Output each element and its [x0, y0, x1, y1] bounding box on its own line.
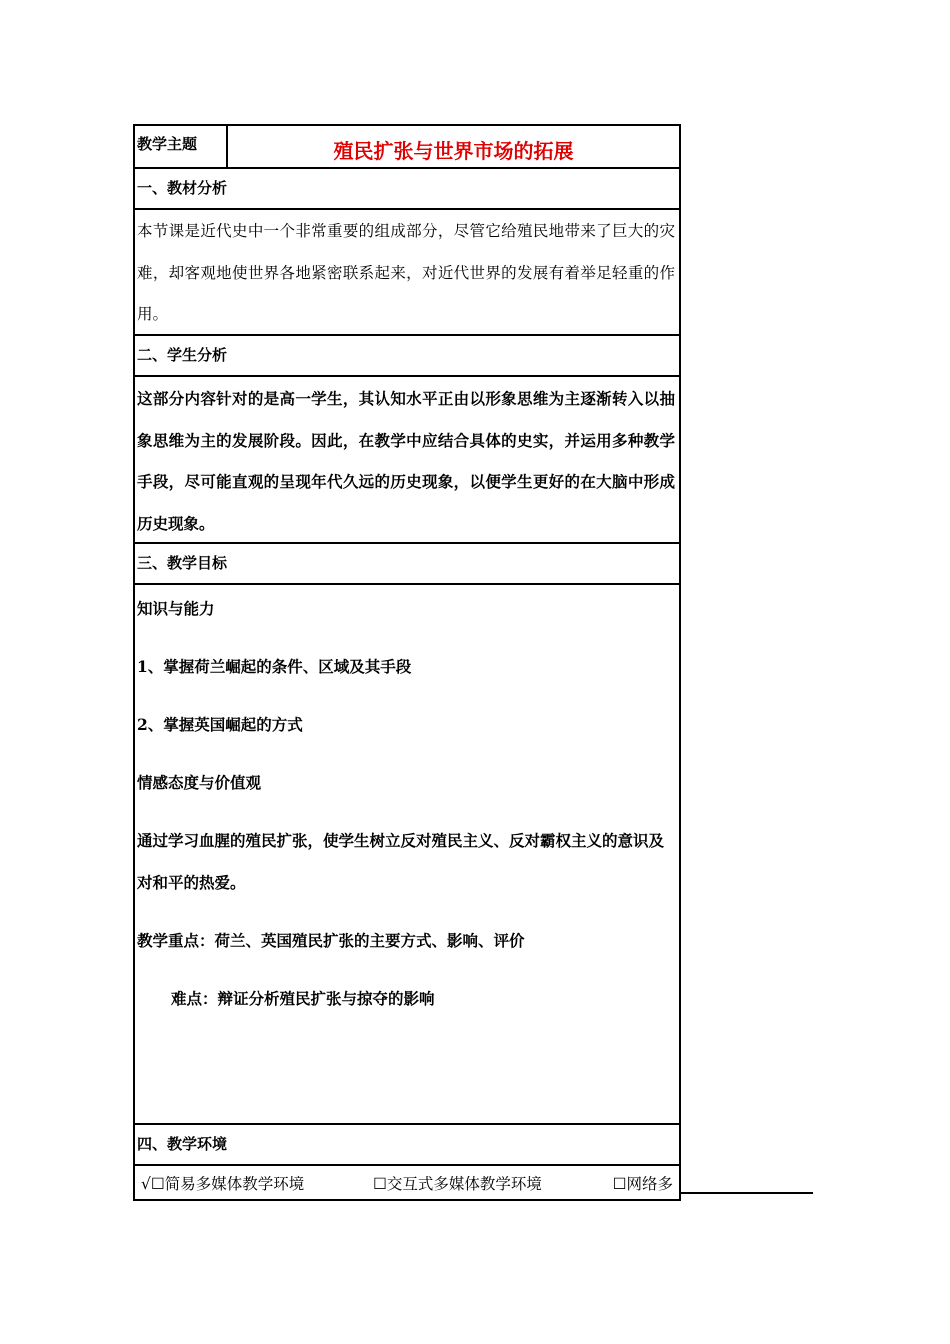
key-points: 教学重点：荷兰、英国殖民扩张的主要方式、影响、评价: [137, 930, 525, 950]
table-extension-line: [679, 1192, 813, 1194]
lesson-title: 殖民扩张与世界市场的拓展: [333, 139, 574, 163]
textbook-analysis-heading: 一、教材分析: [135, 169, 679, 210]
knowledge-title: 知识与能力: [137, 599, 215, 618]
knowledge-item-2: 2、掌握英国崛起的方式: [137, 715, 303, 734]
student-analysis-body: 这部分内容针对的是高一学生，其认知水平正由以形象思维为主逐渐转入以抽象思维为主的发展阶段。因此，在教学中应结合具体的史实，并运用多种教学手段，尽可能直观的呈现年代久远的历史现象，以便学生更好的在大脑中形成历史现象。: [135, 377, 679, 544]
teaching-goals-body: [135, 585, 679, 1125]
teaching-environment-heading: 四、教学环境: [135, 1125, 679, 1166]
difficulty-points: 难点：辩证分析殖民扩张与掠夺的影响: [171, 988, 435, 1008]
lesson-plan-table: [133, 124, 681, 1201]
env-option-network[interactable]: ☐网络多: [612, 1174, 673, 1193]
topic-label: 教学主题: [135, 126, 228, 167]
title-row: [135, 126, 679, 169]
textbook-analysis-body: 本节课是近代史中一个非常重要的组成部分，尽管它给殖民地带来了巨大的灾难，却客观地使世界各地紧密联系起来，对近代世界的发展有着举足轻重的作用。: [135, 210, 679, 336]
knowledge-item-1: 1、掌握荷兰崛起的条件、区域及其手段: [137, 657, 412, 676]
student-analysis-heading: 二、学生分析: [135, 336, 679, 377]
emotion-body: 通过学习血腥的殖民扩张，使学生树立反对殖民主义、反对霸权主义的意识及对和平的热爱。: [137, 831, 665, 892]
env-option-interactive-multimedia[interactable]: ☐交互式多媒体教学环境: [373, 1174, 542, 1193]
teaching-environment-options: [135, 1166, 679, 1199]
env-option-simple-multimedia[interactable]: √☐简易多媒体教学环境: [141, 1174, 305, 1193]
emotion-title: 情感态度与价值观: [137, 773, 262, 792]
teaching-goals-heading: 三、教学目标: [135, 544, 679, 585]
